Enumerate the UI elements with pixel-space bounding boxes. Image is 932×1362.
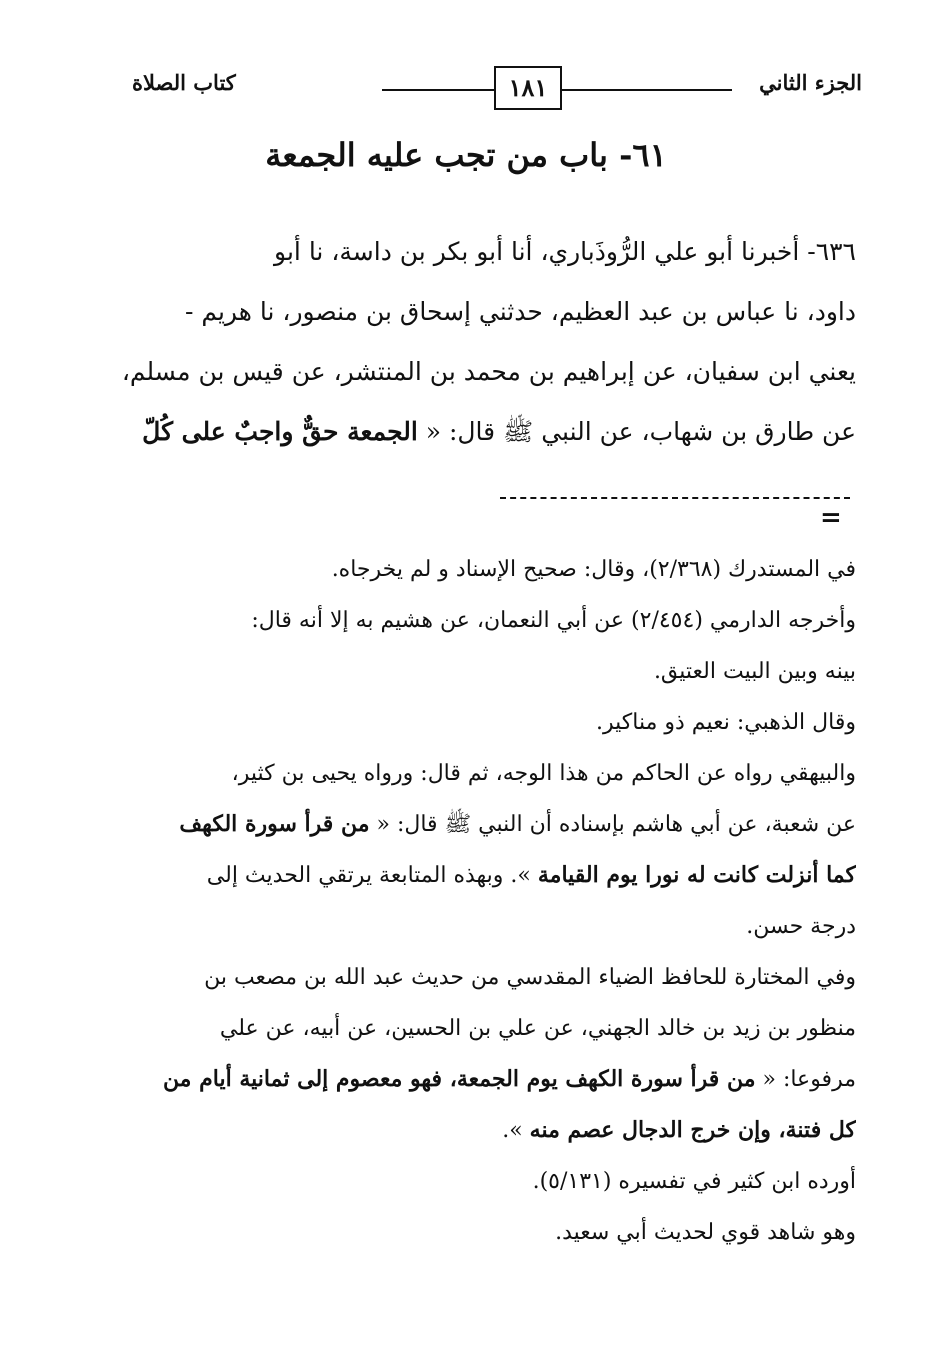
hadith-quote: الجمعة حقٌّ واجبٌ على كُلّ bbox=[142, 417, 418, 446]
footnote-line: والبيهقي رواه عن الحاكم من هذا الوجه، ثم قال: ورواه يحيى بن كثير، bbox=[231, 761, 856, 786]
text-segment: ». bbox=[502, 1118, 530, 1143]
footnote-line: درجة حسن. bbox=[746, 914, 856, 939]
footnotes bbox=[80, 544, 856, 1258]
page-number-box: ١٨١ bbox=[494, 66, 562, 110]
book-section-label: كتاب الصلاة bbox=[132, 70, 242, 95]
running-header bbox=[132, 66, 862, 114]
footnote-line bbox=[80, 1054, 856, 1105]
footnote-line: في المستدرك (٢/٣٦٨)، وقال: صحيح الإسناد و لم يخرجاه. bbox=[331, 557, 856, 582]
volume-label: الجزء الثاني bbox=[753, 70, 862, 95]
text-line bbox=[80, 402, 856, 462]
text-segment: مرفوعا: « bbox=[755, 1067, 856, 1092]
footnote-line: أورده ابن كثير في تفسيره (٥/١٣١). bbox=[532, 1169, 856, 1194]
hadith-text bbox=[80, 222, 856, 462]
text-segment: عن طارق بن شهاب، عن النبي ﷺ قال: « bbox=[417, 417, 856, 446]
footnote-line: وهو شاهد قوي لحديث أبي سعيد. bbox=[555, 1220, 856, 1245]
chapter-title: ٦١- باب من تجب عليه الجمعة bbox=[265, 136, 667, 174]
hadith-quote: من قرأ سورة الكهف bbox=[179, 811, 370, 837]
hadith-quote: كما أنزلت كانت له نورا يوم القيامة bbox=[537, 862, 856, 888]
footnote-line: بينه وبين البيت العتيق. bbox=[653, 659, 856, 684]
footnote-line bbox=[80, 799, 856, 850]
text-line: يعني ابن سفيان، عن إبراهيم بن محمد بن المنتشر، عن قيس بن مسلم، bbox=[121, 357, 856, 386]
text-line: ٦٣٦- أخبرنا أبو علي الرُّوذَباري، أنا أبو بكر بن داسة، نا أبو bbox=[274, 237, 856, 266]
text-segment: عن شعبة، عن أبي هاشم بإسناده أن النبي ﷺ قال: « bbox=[369, 812, 856, 837]
footnote-line bbox=[80, 1105, 856, 1156]
footnote-line: وقال الذهبي: نعيم ذو مناكير. bbox=[596, 710, 856, 735]
text-line: داود، نا عباس بن عبد العظيم، حدثني إسحاق بن منصور، نا هريم - bbox=[184, 297, 856, 326]
hadith-quote: من قرأ سورة الكهف يوم الجمعة، فهو معصوم إلى ثمانية أيام من bbox=[162, 1066, 756, 1092]
footnote-continuation-marker: = bbox=[820, 503, 842, 533]
footnote-line: وأخرجه الدارمي (٢/٤٥٤) عن أبي النعمان، عن هشيم به إلا أنه قال: bbox=[251, 608, 856, 633]
hadith-quote: كل فتنة، وإن خرج الدجال عصم منه bbox=[529, 1117, 856, 1143]
footnote-line: منظور بن زيد بن خالد الجهني، عن علي بن الحسين، عن أبيه، عن علي bbox=[219, 1016, 856, 1041]
footnote-line: وفي المختارة للحافظ الضياء المقدسي من حديث عبد الله بن مصعب بن bbox=[204, 965, 856, 990]
footnote-separator bbox=[500, 497, 850, 499]
footnote-line bbox=[80, 850, 856, 901]
text-segment: ». وبهذه المتابعة يرتقي الحديث إلى bbox=[206, 863, 538, 888]
